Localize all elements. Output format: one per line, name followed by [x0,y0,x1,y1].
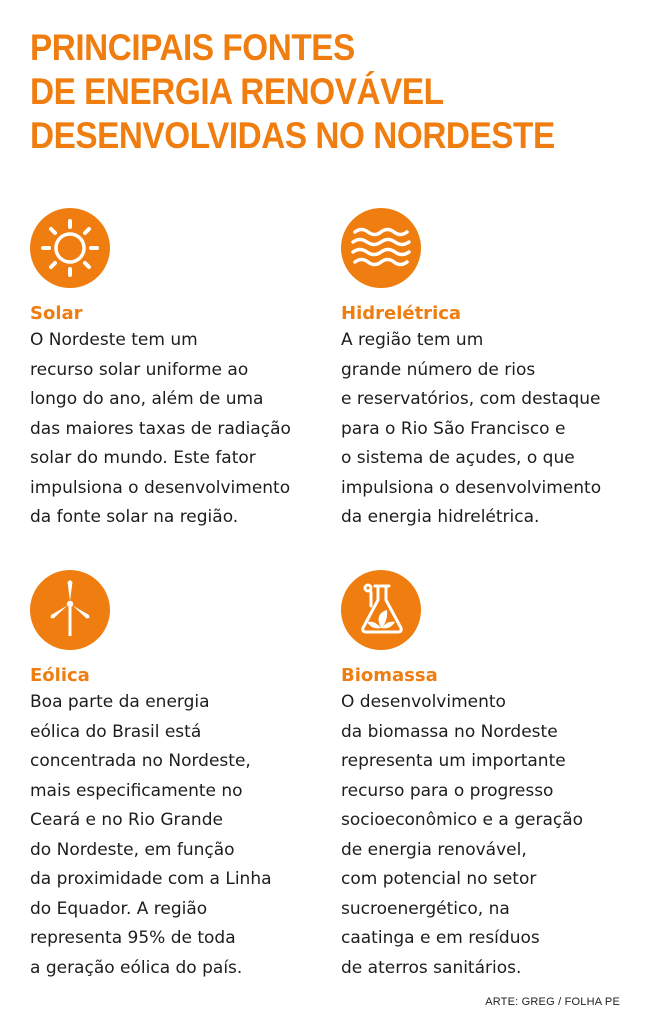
section-heading: Eólica [30,665,90,686]
infographic-title [30,26,555,158]
body-line: mais especificamente no [30,780,243,801]
body-line: impulsiona o desenvolvimento [341,477,602,498]
waves-icon [341,208,421,288]
art-credit: ARTE: GREG / FOLHA PE [485,996,620,1008]
body-line: recurso para o progresso [341,780,554,801]
body-line: o sistema de açudes, o que [341,448,575,468]
section-body [30,326,330,533]
section-biomassa [341,570,641,983]
body-line: da proximidade com a Linha [30,869,272,889]
section-body [341,688,641,983]
body-line: do Equador. A região [30,898,208,919]
body-line: de energia renovável, [341,839,527,860]
body-line: Boa parte da energia [30,692,210,712]
section-heading: Solar [30,303,83,324]
section-solar [30,208,330,533]
body-line: a geração eólica do país. [30,957,243,978]
body-line: para o Rio São Francisco e [341,418,566,439]
body-line: O desenvolvimento [341,692,506,712]
body-line: e reservatórios, com destaque [341,389,601,409]
body-line: representa 95% de toda [30,928,236,948]
section-body [341,326,641,533]
section-body [30,688,330,983]
body-line: da biomassa no Nordeste [341,721,558,742]
title-line: PRINCIPAIS FONTES [30,27,355,68]
section-heading: Biomassa [341,665,438,686]
body-line: sucroenergético, na [341,898,510,919]
body-line: recurso solar uniforme ao [30,359,249,380]
body-line: A região tem um [341,330,484,350]
body-line: Ceará e no Rio Grande [30,810,223,830]
body-line: caatinga e em resíduos [341,928,540,948]
body-line: grande número de rios [341,359,536,380]
body-line: de aterros sanitários. [341,957,522,978]
body-line: O Nordeste tem um [30,330,198,350]
body-line: solar do mundo. Este fator [30,448,256,468]
body-line: do Nordeste, em função [30,839,235,860]
body-line: da energia hidrelétrica. [341,507,540,527]
title-line: DESENVOLVIDAS NO NORDESTE [30,115,555,156]
sun-icon [30,208,110,288]
section-hidreletrica [341,208,641,533]
section-heading: Hidrelétrica [341,303,462,324]
body-line: longo do ano, além de uma [30,389,264,409]
body-line: representa um importante [341,751,566,771]
title-line: DE ENERGIA RENOVÁVEL [30,71,444,112]
body-line: concentrada no Nordeste, [30,751,251,771]
body-line: da fonte solar na região. [30,507,239,527]
wind-turbine-icon [30,570,110,650]
body-line: impulsiona o desenvolvimento [30,477,291,498]
body-line: eólica do Brasil está [30,721,202,742]
section-eolica [30,570,330,983]
body-line: socioeconômico e a geração [341,810,584,830]
body-line: com potencial no setor [341,869,537,889]
flask-leaf-icon [341,570,421,650]
body-line: das maiores taxas de radiação [30,418,291,439]
